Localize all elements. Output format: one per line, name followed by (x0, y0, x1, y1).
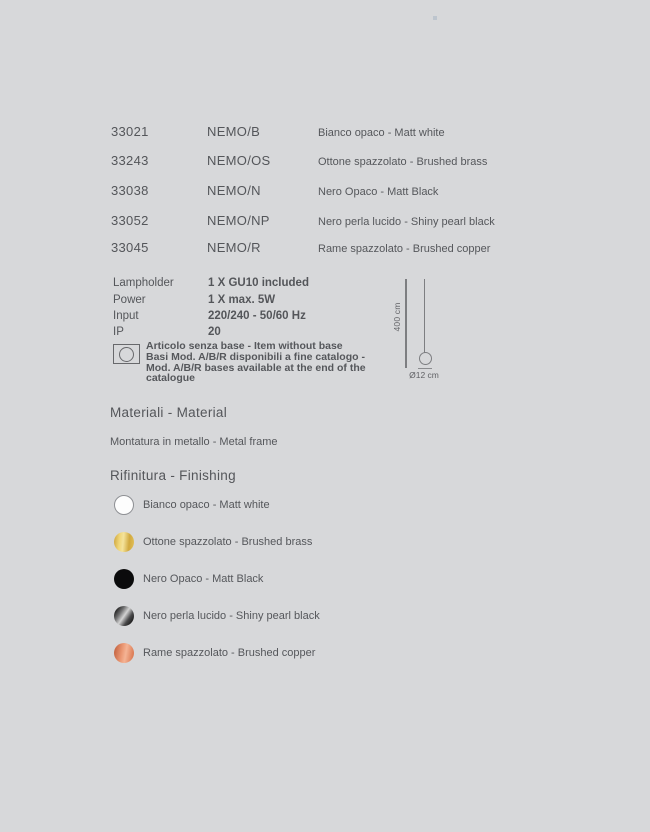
spec-value: 20 (208, 326, 221, 339)
swatch-brushed-copper-icon (114, 643, 134, 663)
product-code: 33038 (111, 183, 149, 198)
pendant-sphere (419, 352, 432, 365)
product-name: NEMO/N (207, 183, 261, 198)
finishing-row (114, 569, 320, 589)
spec-row (113, 275, 413, 291)
product-code: 33052 (111, 213, 149, 228)
product-name: NEMO/NP (207, 213, 270, 228)
product-finish: Rame spazzolato - Brushed copper (318, 243, 491, 255)
diameter-dimension-label: Ø12 cm (409, 370, 439, 380)
product-code: 33045 (111, 240, 149, 255)
product-row (111, 213, 495, 228)
product-row (111, 124, 445, 139)
product-row (111, 240, 490, 255)
product-name: NEMO/R (207, 240, 261, 255)
finishing-label: Rame spazzolato - Brushed copper (143, 647, 316, 659)
base-note-line: Mod. A/B/R bases available at the end of the (146, 361, 366, 374)
spec-row (113, 324, 413, 340)
spec-row (113, 291, 413, 307)
finishing-row (114, 495, 320, 515)
product-code: 33243 (111, 153, 149, 168)
product-row (111, 183, 438, 198)
spec-value: 1 X GU10 included (208, 277, 309, 290)
finishing-label: Nero Opaco - Matt Black (143, 573, 264, 585)
artifact-mark (433, 16, 437, 20)
product-name: NEMO/B (207, 124, 261, 139)
finishing-heading: Rifinitura - Finishing (110, 468, 236, 483)
height-measure-line (405, 279, 407, 368)
base-note-line: Articolo senza base - Item without base (146, 340, 343, 352)
product-finish: Nero Opaco - Matt Black (318, 186, 439, 198)
finishing-label: Ottone spazzolato - Brushed brass (143, 536, 313, 548)
swatch-brushed-brass-icon (114, 532, 134, 552)
product-finish: Ottone spazzolato - Brushed brass (318, 156, 488, 168)
product-name: NEMO/OS (207, 153, 271, 168)
swatch-matt-white-icon (114, 495, 134, 515)
pendant-cable (424, 279, 425, 353)
product-row (111, 153, 487, 168)
base-note-line: catalogue (146, 372, 196, 385)
finishing-label: Bianco opaco - Matt white (143, 499, 270, 511)
material-body: Montatura in metallo - Metal frame (110, 436, 278, 448)
product-code: 33021 (111, 124, 149, 139)
spec-label: Power (113, 293, 146, 306)
spec-label: Input (113, 309, 139, 322)
base-note (146, 341, 396, 384)
finishing-list (114, 495, 320, 680)
base-note-line: Basi Mod. A/B/R disponibili a fine catalogo - (146, 350, 365, 363)
finishing-label: Nero perla lucido - Shiny pearl black (143, 610, 320, 622)
spec-list (113, 275, 413, 341)
spec-label: IP (113, 326, 124, 339)
finishing-row (114, 606, 320, 626)
sphere-glyph (119, 347, 134, 362)
product-finish: Nero perla lucido - Shiny pearl black (318, 216, 495, 228)
swatch-matt-black-icon (114, 569, 134, 589)
swatch-shiny-pearl-black-icon (114, 606, 134, 626)
height-dimension-label: 400 cm (392, 302, 402, 332)
item-without-base-icon (113, 344, 140, 364)
spec-label: Lampholder (113, 277, 174, 290)
spec-value: 220/240 - 50/60 Hz (208, 309, 306, 322)
spec-row (113, 308, 413, 324)
finishing-row (114, 532, 320, 552)
material-heading: Materiali - Material (110, 405, 228, 420)
spec-value: 1 X max. 5W (208, 293, 276, 306)
product-finish: Bianco opaco - Matt white (318, 127, 445, 139)
finishing-row (114, 643, 320, 663)
